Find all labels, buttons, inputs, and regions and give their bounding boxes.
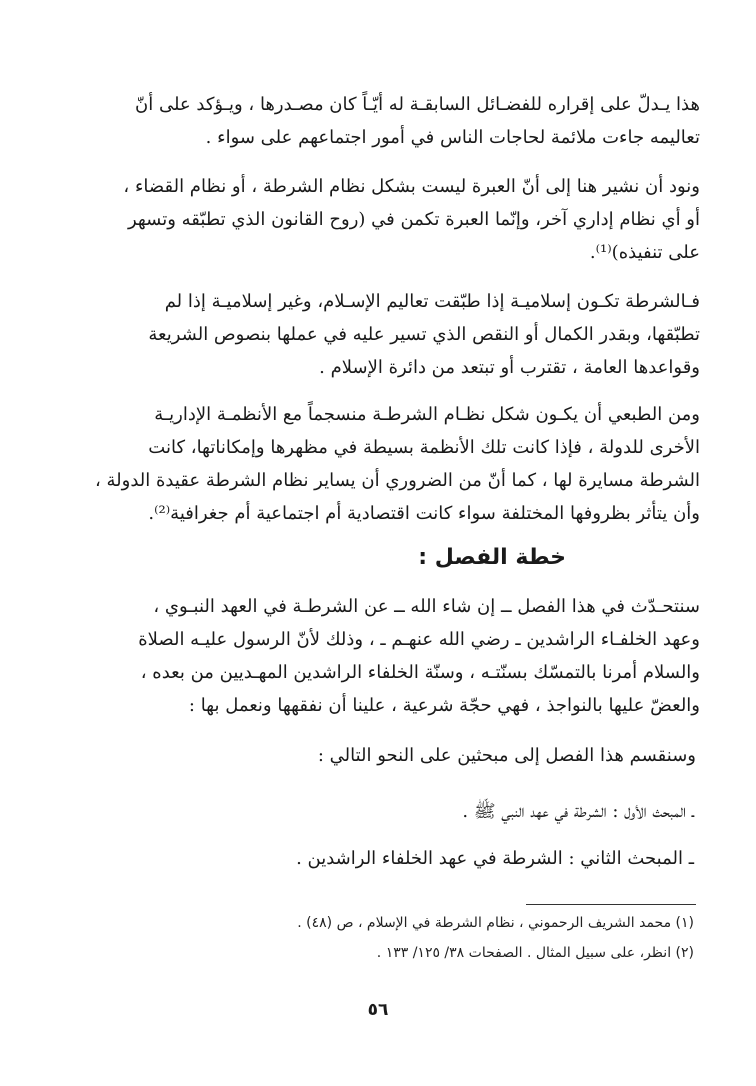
paragraph-2: [60, 170, 700, 269]
paragraph-line: الشرطة مسايرة لها ، كما أنّ من الضروري أن يساير نظام الشرطة عقيدة الدولة ،: [94, 470, 700, 491]
paragraph-line: على تنفيذه)⁽¹⁾.: [589, 242, 700, 263]
paragraph-line: وأن يتأثر بظروفها المختلفة سواء كانت اقتصادية أم اجتماعية أم جغرافية⁽²⁾.: [148, 503, 700, 524]
paragraph-line: فـالشرطة تكـون إسلاميـة إذا طبّقت تعاليم الإسـلام، وغير إسلاميـة إذا لم: [164, 291, 700, 312]
paragraph-1: [60, 88, 700, 154]
footnote-1: (١) محمد الشريف الرحموني ، نظام الشرطة في الإسلام ، ص (٤٨) .: [297, 915, 694, 931]
footnote-2: (٢) انظر، على سبيل المثال . الصفحات ٣٨/ ١٢٥/ ١٣٣ .: [376, 945, 694, 961]
paragraph-line: تعاليمه جاءت ملائمة لحاجات الناس في أمور اجتماعهم على سواء .: [205, 127, 700, 148]
list-item: ـ المبحث الثاني : الشرطة في عهد الخلفاء الراشدين .: [296, 848, 694, 869]
paragraph-5: [60, 590, 700, 722]
paragraph-line: والسلام أمرنا بالتمسّك بسنّتـه ، وسنّة الخلفاء الراشدين المهـديين من بعده ،: [140, 662, 700, 683]
paragraph-3: [60, 285, 700, 384]
paragraph-4: [60, 398, 700, 530]
paragraph-line: وقواعدها العامة ، تقترب أو تبتعد من دائرة الإسلام .: [319, 357, 700, 378]
section-heading: خطة الفصل :: [418, 545, 566, 570]
division-intro: وسنقسم هذا الفصل إلى مبحثين على النحو التالي :: [317, 745, 696, 766]
paragraph-line: أو أي نظام إداري آخر، وإنّما العبرة تكمن في (روح القانون الذي تطبّقه وتسهر: [127, 209, 700, 230]
footnote-separator: [526, 904, 696, 905]
paragraph-line: سنتحـدّث في هذا الفصل ــ إن شاء الله ــ عن الشرطـة في العهد النبـوي ،: [153, 596, 700, 617]
paragraph-line: تطبّقها، وبقدر الكمال أو النقص الذي تسير عليه في عملها بنصوص الشريعة: [148, 324, 700, 345]
paragraph-line: ونود أن نشير هنا إلى أنّ العبرة ليست بشكل نظام الشرطة ، أو نظام القضاء ،: [123, 176, 700, 197]
paragraph-line: هذا يـدلّ على إقراره للفضـائل السابقـة له أيّـاً كان مصـدرها ، ويـؤكد على أنّ: [135, 94, 700, 115]
paragraph-line: ومن الطبعي أن يكـون شكل نظـام الشرطـة منسجماً مع الأنظمـة الإداريـة: [154, 404, 700, 425]
page-number: ٥٦: [367, 1000, 389, 1020]
paragraph-line: والعضّ عليها بالنواجذ ، فهي حجّة شرعية ، علينا أن نفقهها ونعمل بها :: [188, 695, 700, 716]
paragraph-line: وعهد الخلفـاء الراشدين ـ رضي الله عنهـم ـ ، وذلك لأنّ الرسول عليـه الصلاة: [138, 629, 700, 650]
paragraph-line: الأخرى للدولة ، فإذا كانت تلك الأنظمة بسيطة في مظهرها وإمكاناتها، كانت: [148, 437, 700, 458]
list-item: ـ المبحث الأول : الشرطة في عهد النبي ﷺ .: [462, 801, 694, 822]
